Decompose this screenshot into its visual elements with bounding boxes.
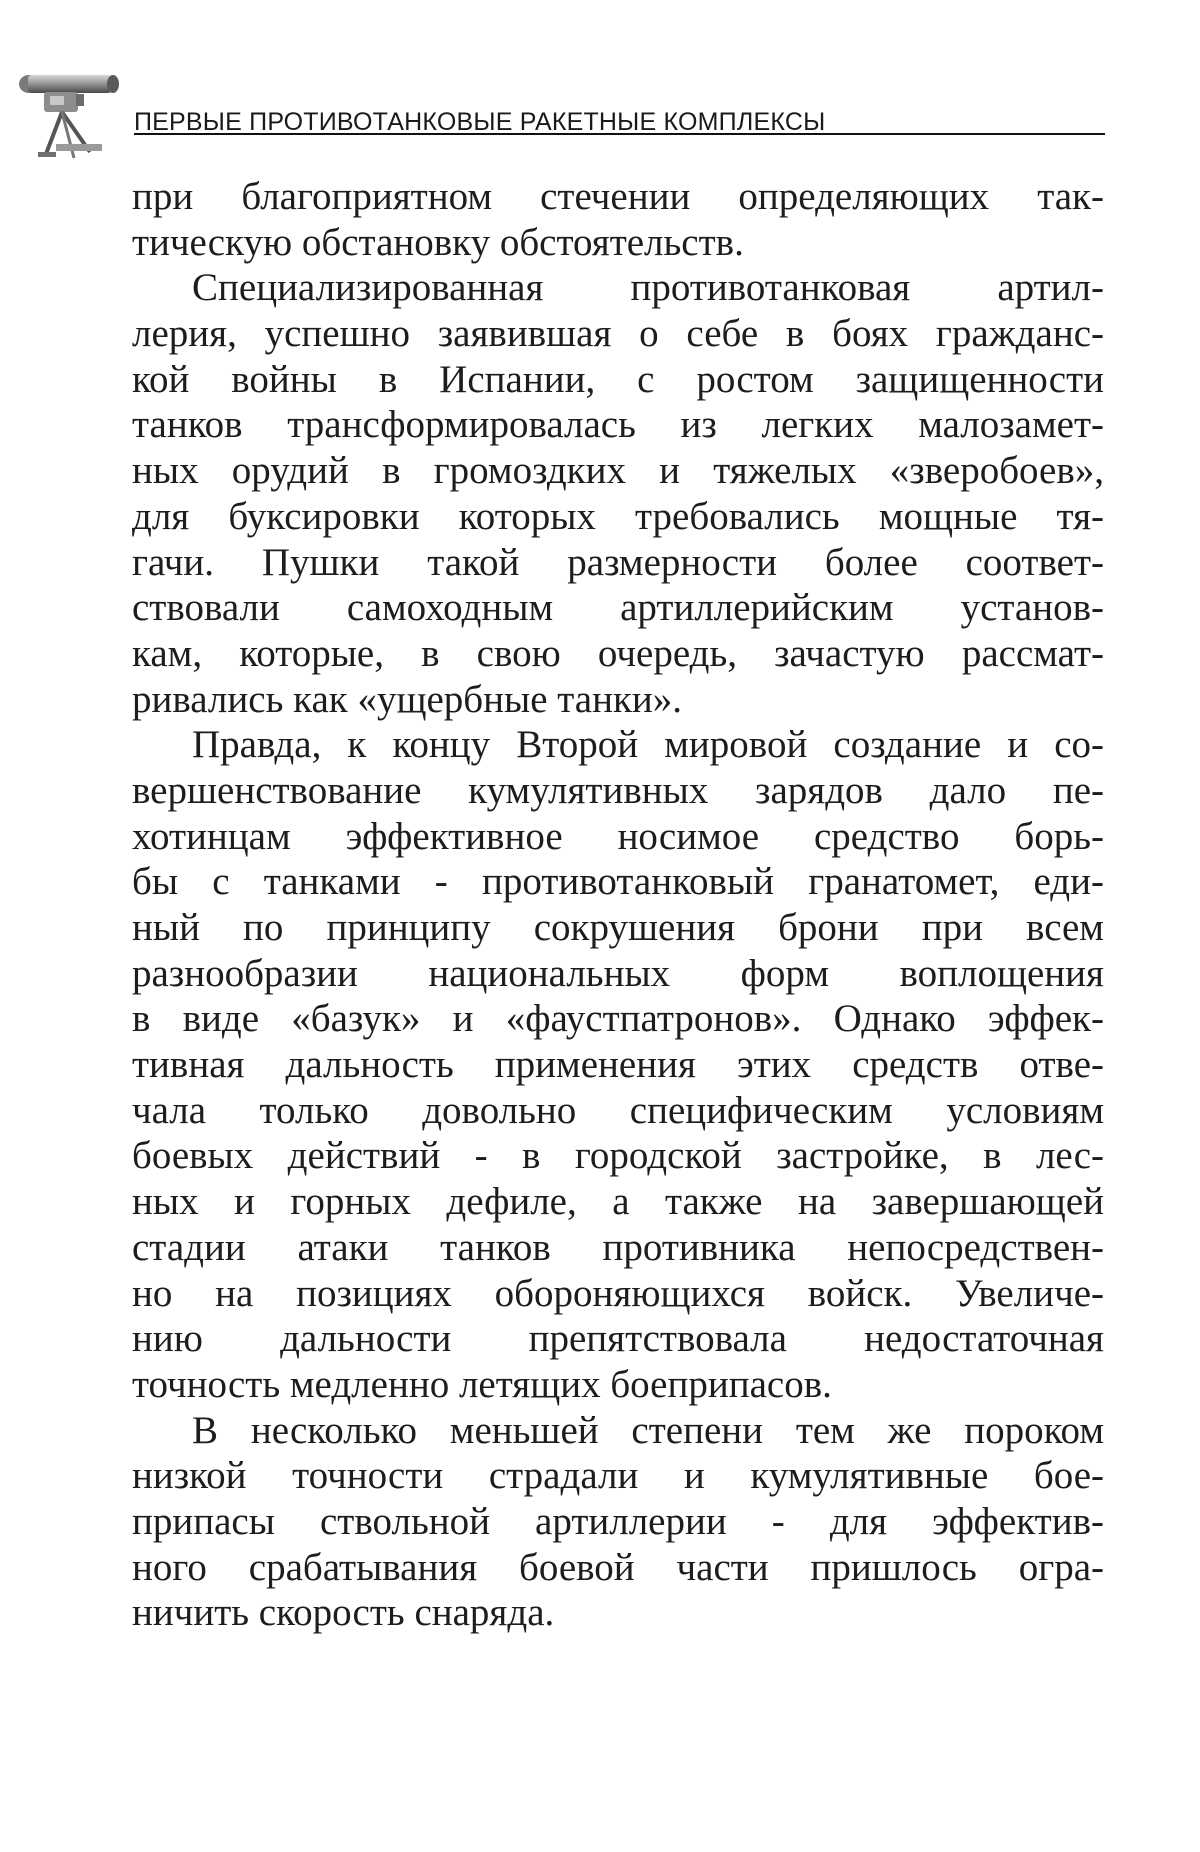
text-line: вершенствование кумулятивных зарядов дало пе- <box>132 768 1104 812</box>
text-line: чала только довольно специфическим условиям <box>132 1088 1104 1132</box>
paragraph <box>132 174 1104 265</box>
paragraph <box>132 265 1104 722</box>
text-line: точность медленно летящих боеприпасов. <box>132 1362 832 1406</box>
text-line: ствовали самоходным артиллерийским установ- <box>132 586 1104 630</box>
text-line: припасы ствольной артиллерии - для эффектив- <box>132 1499 1104 1543</box>
paragraph <box>132 722 1104 1407</box>
text-line: тическую обстановку обстоятельств. <box>132 220 744 264</box>
text-line: стадии атаки танков противника непосредствен- <box>132 1225 1104 1269</box>
text-line: ривались как «ущербные танки». <box>132 677 683 721</box>
paragraph <box>132 1408 1104 1636</box>
text-line: нию дальности препятствовала недостаточная <box>132 1317 1104 1361</box>
text-line: в виде «базук» и «фаустпатронов». Однако эффек- <box>132 997 1104 1041</box>
text-line: бы с танками - противотанковый гранатомет, еди- <box>132 860 1104 904</box>
text-line: тивная дальность применения этих средств отве- <box>132 1043 1104 1087</box>
text-line: ных орудий в громоздких и тяжелых «зверобоев», <box>132 449 1104 493</box>
body-text <box>132 174 1104 1636</box>
text-line: Специализированная противотанковая артил- <box>192 266 1104 310</box>
text-line: кой войны в Испании, с ростом защищенности <box>132 357 1104 401</box>
text-line: хотинцам эффективное носимое средство борь- <box>132 814 1104 858</box>
running-head <box>134 103 1105 135</box>
text-line: Правда, к концу Второй мировой создание и со- <box>192 723 1104 767</box>
text-line: низкой точности страдали и кумулятивные бое- <box>132 1454 1104 1498</box>
text-line: для буксировки которых требовались мощные тя- <box>132 494 1104 538</box>
text-line: разнообразии национальных форм воплощения <box>132 951 1104 995</box>
text-line: танков трансформировалась из легких малозамет- <box>132 403 1104 447</box>
text-line: боевых действий - в городской застройке, в лес- <box>132 1134 1104 1178</box>
running-head-title: ПЕРВЫЕ ПРОТИВОТАНКОВЫЕ РАКЕТНЫЕ КОМПЛЕКСЫ <box>134 108 826 136</box>
text-line: но на позициях обороняющихся войск. Увеличе- <box>132 1271 1104 1315</box>
text-line: ного срабатывания боевой части пришлось огра- <box>132 1545 1104 1589</box>
text-line: гачи. Пушки такой размерности более соответ- <box>132 540 1104 584</box>
text-line: лерия, успешно заявившая о себе в боях гражданс- <box>132 312 1104 356</box>
text-line: кам, которые, в свою очередь, зачастую рассмат- <box>132 631 1104 675</box>
text-line: при благоприятном стечении определяющих так- <box>132 175 1104 218</box>
anti-tank-launcher-icon <box>16 72 124 162</box>
text-line: ных и горных дефиле, а также на завершающей <box>132 1180 1104 1224</box>
text-line: ный по принципу сокрушения брони при всем <box>132 906 1104 949</box>
text-line: В несколько меньшей степени тем же пороком <box>192 1408 1104 1452</box>
text-line: ничить скорость снаряда. <box>132 1591 555 1635</box>
